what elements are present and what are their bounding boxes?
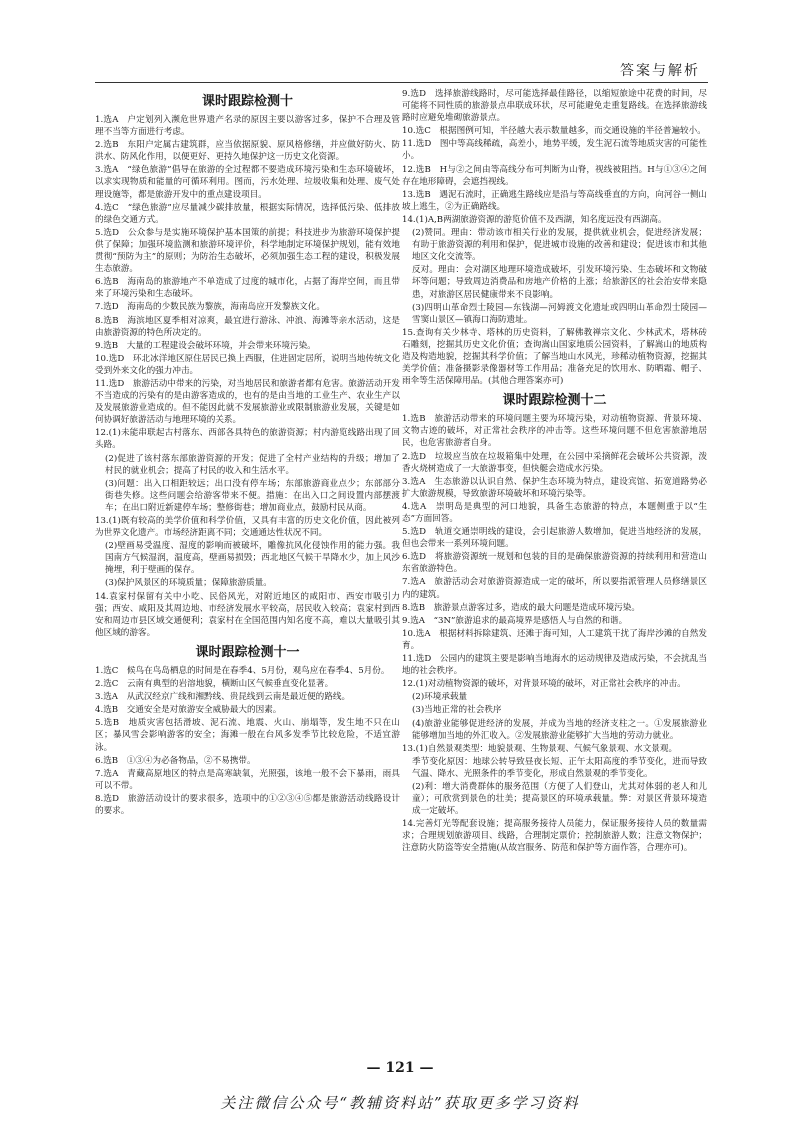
answer-item [95,227,400,275]
answer-number: 14. [95,591,109,602]
answer-item [402,125,707,137]
answer-item [402,576,707,600]
answer-text: 选D 环北冰洋地区原住居民已换上西服，住进固定居所，说明当地传统文化受到外来文化的强力冲击。 [95,353,400,376]
answer-number: 14. [402,819,416,830]
answer-text: 选A 青藏高原地区的特点是高寒缺氧，光照强，该地一般不会下暴雨，雨具可以不带。 [95,768,400,791]
answer-item [95,453,400,477]
answer-item [95,515,400,539]
answer-item [95,301,400,313]
answer-text: 选B 旅游景点游客过多，造成的最大问题是造成环境污染。 [410,602,640,613]
answer-number: 8. [95,315,104,326]
answer-text: 选B 地质灾害包括滑坡、泥石流、地震、火山、崩塌等，发生地不只在山区；暴风雪会影响游客的安全；海滩一般在台风多发季节比较危险，不适宜游泳。 [95,718,400,753]
answer-text: (2)利：增大消费群体的服务范围（方便了人们登山，尤其对体弱的老人和儿童）；可欣赏到景色的壮美；提高景区的环境承载量。弊：对景区背景环境造成一定破坏。 [412,781,707,817]
answer-number: 2. [402,451,411,462]
answer-text: 选B 东阳户定属古建筑群，应当依据原貌、原风格修缮，并应做好防火、防洪水、防风化作用，以便更好、更持久地保护这一历史文化资源。 [95,140,400,163]
answer-item [402,413,707,449]
answer-item [402,691,707,703]
answer-text: 选B 旅游活动带来的环境问题主要为环境污染，对动植物资源、背景环境、文物古迹的破坏，对正常社会秩序的冲击等。这些环境问题不但危害旅游地居民，也危害旅游者自身。 [402,414,707,449]
answer-text: (4)旅游业能够促进经济的发展，并成为当地的经济支柱之一。①发展旅游业能够增加当地的外汇收入。②发展旅游业能够扩大当地的劳动力就业。 [412,718,707,741]
answer-number: 9. [402,615,411,626]
answer-item [402,653,707,677]
answer-text: 选B 交通安全是对旅游安全威胁最大的因素。 [103,705,282,716]
answer-text: 选D 选择旅游线路时，尽可能选择最佳路径，以缩短旅途中花费的时间，尽可能将不同性质的旅游景点串联成环状，尽可能避免走重复路线。在选择旅游线路时应避免堆砌旅游景点。 [402,89,707,124]
answer-number: 8. [402,602,411,613]
answer-text: 选A 从武汉经京广线和湘黔线、贵昆线到云南是最近便的路线。 [103,692,351,703]
answer-item [402,718,707,742]
answer-number: 2. [95,679,104,690]
answer-text: (1)既有较高的美学价值和科学价值，又具有丰富的历史文化价值，因此被列为世界文化遗产。市场经济距离不同；交通通达性状况不同。 [95,516,400,539]
answer-item [95,591,400,639]
answer-number: 2. [95,140,104,151]
answer-text: 选C “绿色旅游”应尽量减少碳排放量，根据实际情况，选择低污染、低排放的绿色交通方式。 [95,202,400,225]
answer-number: 12. [95,428,109,439]
answer-item [402,602,707,614]
answer-text: 选A 旅游活动会对旅游资源造成一定的破坏，所以要指派管理人员修缮景区内的建筑。 [402,577,707,600]
answer-number: 4. [95,705,104,716]
answer-text: 选B 遇泥石流时，正确逃生路线应是沿与等高线垂直的方向，向河谷一侧山坡上逃生，②为正确路线。 [402,189,707,212]
answer-item [402,164,707,188]
answer-number: 14. [402,214,416,225]
answer-text: 选B ①③④为必备物品，②不易携带。 [103,755,256,766]
answer-item [402,264,707,300]
answer-number: 6. [95,277,104,288]
answer-number: 3. [95,692,104,703]
answer-number: 3. [402,476,411,487]
answer-number: 9. [402,89,411,99]
answer-item [402,189,707,213]
answer-item [95,691,400,703]
answer-number: 7. [95,302,104,313]
answer-text: 选A “绿色旅游”倡导在旅游的全过程都不要造成环境污染和生态环境破坏，以求实现物质和能量的可循环利用。图而，污水处理、垃圾收集和处理、废气处理设施等，都是旅游开发中的重点建设项目。 [95,165,400,200]
answer-number: 5. [402,527,411,538]
answer-item [402,818,707,854]
section-title: 课时跟踪检测十 [201,94,293,109]
answer-item [402,678,707,690]
answer-number: 6. [95,755,104,766]
answer-text: (3)问题：出入口相距较远；出口没有停车场；东部旅游商业点少；东部部分街巷失修。这些问题会给游客带来不便。措施：在出入口之间设置内部摆渡车；在出口附近新建停车场；整修街巷；增加商业点，鼓励村民从商。 [105,478,400,513]
answer-item [95,540,400,576]
answer-text: 选B 大量的工程建设会破坏环境，并会带来环境污染。 [103,340,316,351]
answer-number: 3. [95,165,104,176]
answer-text: 选A 生态旅游以认识自然、保护生态环境为特点，建设宾馆、拓宽道路势必扩大旅游规模，导致旅游环境破坏和环境污染等。 [402,476,707,499]
answer-text: (3)当地正常的社会秩序 [412,705,502,716]
answer-text: 反对。理由：会对湖区地理环境造成破坏，引发环境污染、生态破坏和文物破坏等问题；导致周边消费品和房地产价格的上涨；给旅游区的社会治安带来隐患，对旅游区居民健康带来不良影响。 [412,265,707,300]
answer-number: 13. [402,743,416,754]
answer-text: 选A 崇明岛是典型的河口地貌，具备生态旅游的特点，本题侧重于以“生态”方面回答。 [402,501,707,524]
answer-text: 选D 垃圾应当放在垃圾箱集中处理，在公园中采摘鲜花会破坏公共资源，泼香火烧树造成了一大旅游事变，但快艇会造成水污染。 [402,451,707,474]
answer-item [95,717,400,753]
answer-text: (2)环境承载量 [412,692,468,703]
answer-item [95,353,400,377]
right-column [402,88,707,1048]
answer-item [402,628,707,652]
answer-item [95,202,400,226]
answer-text: 选D 公众参与是实施环境保护基本国策的前提；科技进步为旅游环境保护提供了保障；加强环境监测和旅游环境评价，科学地制定环境保护规划，能有效地贯彻“预防为主”的原则；为防治生态破坏，必须加强生态工程的建设，积极发展生态旅游。 [95,227,400,275]
answer-text: 选C 根据图例可知，半径越大表示数量越多，而交通设施的半径普遍较小。 [415,126,706,137]
answer-number: 12. [402,164,416,175]
answer-item [402,526,707,550]
answer-number: 15. [402,327,416,338]
answer-text: 季节变化原因：地球公转导致昼夜长短、正午太阳高度的季节变化，进而导致气温、降水、光照条件的季节变化，形成自然景观的季节变化。 [412,756,707,779]
answer-item [402,138,707,162]
answer-item [402,551,707,575]
answer-number: 13. [402,189,416,200]
answer-number: 12. [402,679,416,690]
answer-number: 1. [95,115,104,125]
answer-number: 11. [402,654,416,665]
answer-item [402,227,707,263]
answer-item [402,743,707,755]
answer-item [402,214,707,226]
section-title: 课时跟踪检测十二 [502,393,607,409]
answer-item [95,793,400,817]
answer-text: 完善灯光等配套设施；提高服务接待人员能力，保证服务接待人员的数量需求；合理规划旅游项目、线路，合理制定票价；控制旅游人数；注意文物保护；注意防火防盗等安全措施(从故宫服务、防范和保护等方面作答，合理亦可)。 [402,819,707,854]
section-title: 课时跟踪检测十一 [195,644,300,660]
answer-text: (3)四明山革命烈士陵园—东钱湖—河姆渡文化遗址或四明山革命烈士陵园—雪窦山景区—镇海口海防遗址。 [412,302,707,325]
answer-text: 查询有关少林寺、塔林的历史资料，了解佛教禅宗文化、少林武术，塔林砖石雕刻，挖掘其历史文化价值；查询嵩山国家地质公园资料，了解嵩山的地质构造及构造地貌，挖掘其科学价值；了解当地山水风光，珍稀动植物资源，挖掘其美学价值；准备摄影录像器材等工作用品；准备充足的饮用水、防晒霜、帽子、雨伞等生活保障用品。(其他合理答案亦可) [402,327,707,387]
footer-note: 关注微信公众号“教辅资料站”获取更多学习资料 [220,1094,580,1112]
answer-text: (2)促进了该村落东部旅游资源的开发；促进了全村产业结构的升级；增加了村民的就业机会；提高了村民的收入和生活水平。 [105,453,400,476]
answer-text: 选C 候鸟在鸟岛栖息的时间是在春季4、5月份，观鸟应在春季4、5月份。 [103,665,390,676]
answer-text: 选D 公园内的建筑主要是影响当地海水的运动规律及造成污染，不会扰乱当地的社会秩序。 [402,654,707,677]
answer-text: 选C 云南有典型的岩溶地貌，横断山区气候垂直变化显著。 [103,679,334,690]
answer-number: 8. [95,793,104,804]
answer-number: 13. [95,516,109,526]
answer-number: 11. [402,139,416,150]
answer-number: 10. [95,353,109,364]
answer-text: 选A 根据材料拆除建筑、还滩于海可知，人工建筑干扰了海岸沙滩的自然发育。 [402,628,707,651]
answer-item [95,478,400,514]
header-title: 答案与解析 [620,63,700,79]
answer-text: 选D 图中等高线稀疏，高差小，地势平缓，发生泥石流等地质灾害的可能性小。 [402,139,707,162]
answer-number: 1. [95,665,104,676]
answer-text: (2)赞同。理由：带动该市相关行业的发展，提供就业机会，促进经济发展；有助于旅游资源的利用和保护，促进城市设施的改善和建设；促进该市和其他地区文化交流等。 [412,228,707,263]
answer-item [95,768,400,792]
answer-text: (1)A,B两湖旅游资源的游览价值不及西湖，知名度远没有西湖高。 [415,214,667,225]
answer-item [402,476,707,500]
answer-text: 选B 海南岛的旅游地产不单造成了过度的城市化，占据了海岸空间，而且带来了环境污染和生态破坏。 [95,277,400,300]
answer-text: 选D 旅游活动中带来的污染，对当地居民和旅游者都有危害。旅游活动开发不当造成的污染有的是由游客造成的，也有的是由当地的工业生产、农业生产以及发展旅游业造成的。但不能因此就不发展旅游业或限制旅游业发展，关键是如何协调好旅游活动与地理环境的关系。 [95,378,400,426]
answer-item [402,302,707,326]
answer-number: 4. [402,501,411,512]
answer-text: (2)壁画易受温度、湿度的影响而被破坏，雕像抗风化侵蚀作用的能力强。我国南方气候湿润，温度高，壁画易损毁；西北地区气候干旱降水少，加上风沙掩埋，利于壁画的保存。 [105,541,400,576]
answer-text: 选D 海南岛的少数民族为黎族，海南岛应开发黎族文化。 [103,302,325,313]
answer-number: 5. [95,718,104,729]
answer-number: 7. [95,768,104,779]
answer-item [95,755,400,767]
header-rule [95,82,708,83]
answer-text: (1)对动植物资源的破坏，对背景环境的破坏，对正常社会秩序的冲击。 [415,679,686,690]
answer-item [402,88,707,124]
answer-text: 选D 旅游活动设计的要求很多，选项中的①②③④⑤都是旅游活动线路设计的要求。 [95,793,400,816]
answer-item [95,665,400,677]
answer-item [95,427,400,451]
answer-text: 选B H与②之间由等高线分布可判断为山脊，视线被阻挡。H与①③④之间存在地形障碍，会遮挡视线。 [402,164,707,187]
answer-number: 7. [402,577,411,588]
answer-item [95,678,400,690]
answer-item [402,615,707,627]
answer-number: 9. [95,340,104,351]
answer-number: 6. [402,552,411,563]
answer-text: (1)自然景观类型：地貌景观、生物景观、气候气象景观、水文景观。 [415,743,678,754]
answer-text: (3)保护风景区的环境质量；保障旅游质量。 [105,578,272,589]
answer-text: 选A “3N”旅游追求的最高境界是感悟人与自然的和谐。 [410,615,628,626]
answer-text: 选D 轨道交通崇明线的建设，会引起旅游人数增加，促进当地经济的发展，但也会带来一系列环境问题。 [402,527,707,550]
answer-item [95,114,400,138]
answer-item [95,704,400,716]
page-number: — 121 — [366,1060,434,1076]
answer-number: 4. [95,202,104,213]
answer-item [95,378,400,426]
answer-text: (1)未能串联起古村落东、西部各具特色的旅游资源；村内游览线路出现了回头路。 [95,428,400,451]
answer-item [402,451,707,475]
answer-item [402,756,707,780]
answer-number: 11. [95,378,109,389]
answer-text: 袁家村保留有关中小吃、民俗风光，对附近地区的咸阳市、西安市吸引力强；西安、咸阳及其周边地、市经济发展水平较高，居民收入较高；袁家村到西安和周边市县区域交通便利；袁家村在全国范围内知名度不高，难以大量吸引其他区域的游客。 [95,591,400,638]
left-column [95,88,400,1048]
answer-item [402,327,707,387]
answer-item [402,704,707,716]
answer-text: 选D 将旅游资源统一规划和包装的目的是确保旅游资源的持续利用和营造山东省旅游特色。 [402,552,707,575]
answer-item [95,164,400,200]
answer-number: 1. [402,414,411,425]
answer-number: 10. [402,126,416,137]
answer-item [95,340,400,352]
answer-number: 5. [95,227,104,238]
answer-number: 10. [402,628,416,639]
answer-item [95,139,400,163]
answer-item [402,501,707,525]
answer-item [95,315,400,339]
answer-text: 选B 海滨地区夏季相对凉爽，最宜进行游泳、冲浪、海滩等亲水活动，这是由旅游资源的特色所决定的。 [95,315,400,338]
answer-text: 选A 户定划列入濒危世界遗产名录的原因主要以游客过多，保护不合理及管理不当等方面进行考虑。 [95,115,400,138]
answer-item [95,276,400,300]
answer-item [402,781,707,817]
answer-item [95,577,400,589]
